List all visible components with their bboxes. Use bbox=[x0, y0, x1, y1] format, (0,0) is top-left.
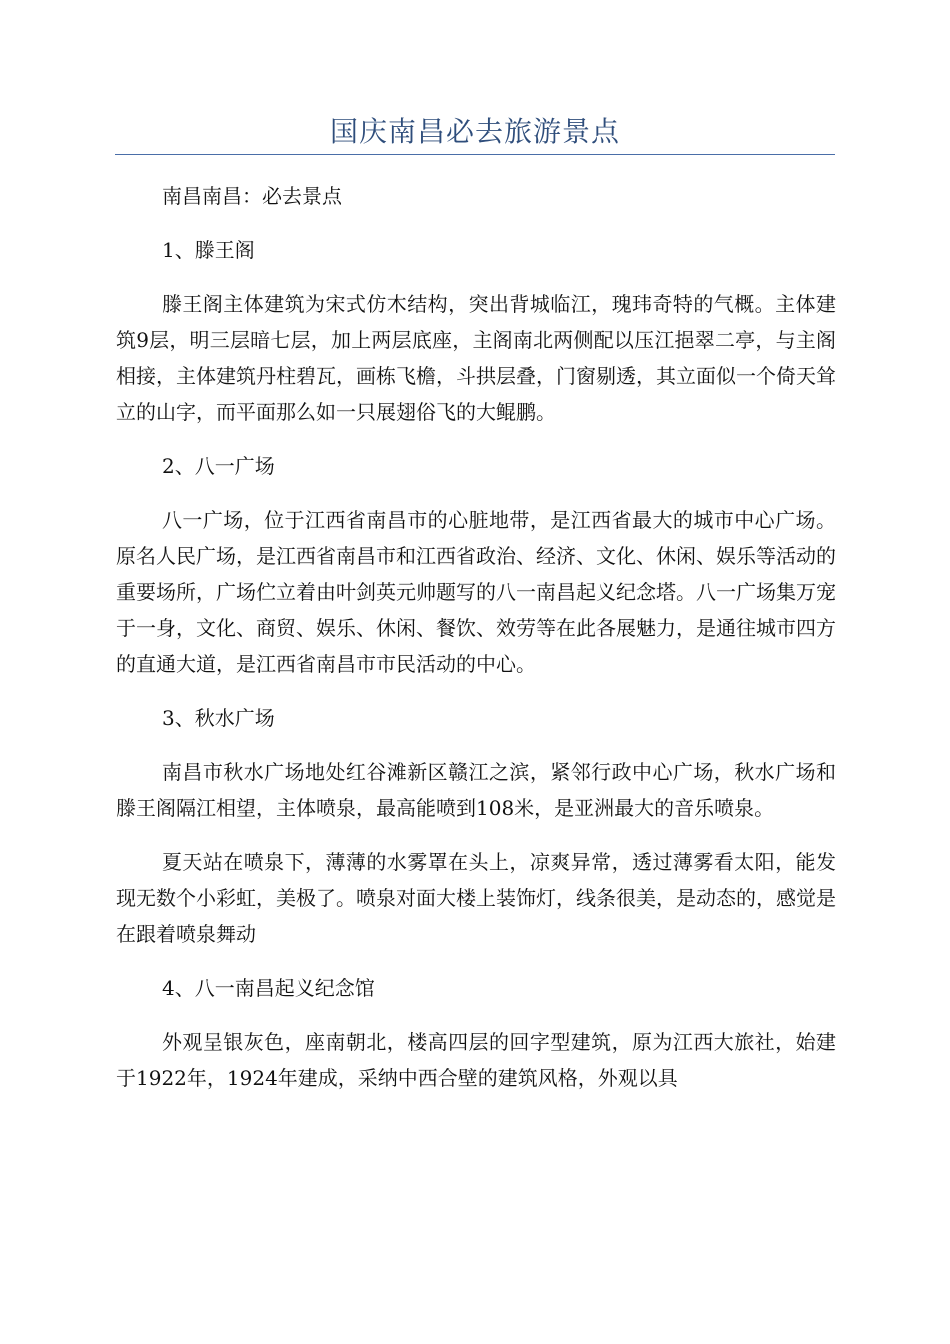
section-heading-bayi-square: 2、八一广场 bbox=[162, 454, 275, 478]
intro-heading: 南昌南昌：必去景点 bbox=[162, 184, 342, 208]
title-underline bbox=[115, 154, 835, 155]
paragraph-tengwang-pavilion: 滕王阁主体建筑为宋式仿木结构，突出背城临江，瑰玮奇特的气概。主体建筑9层，明三层暗七层，加上两层底座，主阁南北两侧配以压江挹翠二亭，与主阁相接，主体建筑丹柱碧瓦，画栋飞檐，斗拱层叠，门窗剔透，其立面似一个倚天耸立的山字，而平面那么如一只展翅俗飞的大鲲鹏。 bbox=[116, 292, 836, 424]
section-heading-tengwang-pavilion: 1、滕王阁 bbox=[162, 238, 255, 262]
section-heading-bayi-memorial-hall: 4、八一南昌起义纪念馆 bbox=[162, 976, 375, 1000]
document-body bbox=[116, 178, 836, 1114]
paragraph-qiushui-square: 南昌市秋水广场地处红谷滩新区赣江之滨，紧邻行政中心广场，秋水广场和滕王阁隔江相望，主体喷泉，最高能喷到108米，是亚洲最大的音乐喷泉。 bbox=[116, 760, 836, 820]
paragraph-qiushui-summer: 夏天站在喷泉下，薄薄的水雾罩在头上，凉爽异常，透过薄雾看太阳，能发现无数个小彩虹，美极了。喷泉对面大楼上装饰灯，线条很美，是动态的，感觉是在跟着喷泉舞动 bbox=[116, 850, 836, 946]
paragraph-bayi-memorial-hall: 外观呈银灰色，座南朝北，楼高四层的回字型建筑，原为江西大旅社，始建于1922年，1924年建成，采纳中西合壁的建筑风格，外观以具 bbox=[116, 1030, 836, 1090]
paragraph-bayi-square: 八一广场，位于江西省南昌市的心脏地带，是江西省最大的城市中心广场。原名人民广场，是江西省南昌市和江西省政治、经济、文化、休闲、娱乐等活动的重要场所，广场伫立着由叶剑英元帅题写的八一南昌起义纪念塔。八一广场集万宠于一身，文化、商贸、娱乐、休闲、餐饮、效劳等在此各展魅力，是通往城市四方的直通大道，是江西省南昌市市民活动的中心。 bbox=[116, 508, 836, 676]
document-title: 国庆南昌必去旅游景点 bbox=[329, 115, 620, 148]
section-heading-qiushui-square: 3、秋水广场 bbox=[162, 706, 275, 730]
